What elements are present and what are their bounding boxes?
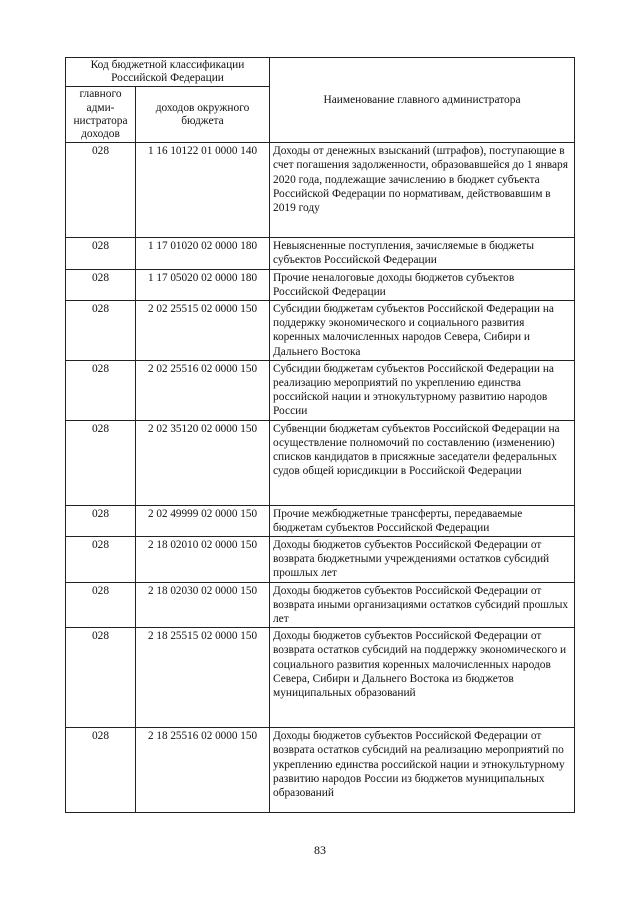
- administrator-name-cell: Прочие межбюджетные трансферты, передаваемые бюджетам субъектов Российской Федерации: [270, 505, 575, 536]
- table-row: [66, 301, 575, 361]
- revenue-code-cell: 2 02 25516 02 0000 150: [136, 360, 270, 420]
- admin-code-cell: 028: [66, 628, 136, 728]
- revenue-code-cell: 2 18 02010 02 0000 150: [136, 537, 270, 583]
- table-row: [66, 582, 575, 628]
- admin-code-cell: 028: [66, 360, 136, 420]
- administrator-name-cell: Доходы бюджетов субъектов Российской Федерации от возврата остатков субсидий на реализацию мероприятий по укреплению единства российской нации и этнокультурному развитию народов России из бюджетов муниципальных образований: [270, 728, 575, 813]
- table-row: [66, 360, 575, 420]
- table-row: [66, 143, 575, 238]
- administrator-name-cell: Доходы бюджетов субъектов Российской Федерации от возврата остатков субсидий на поддержку экономического и социального развития коренных малочисленных народов Севера, Сибири и Дальнего Востока из бюджетов муниципальных образований: [270, 628, 575, 728]
- admin-code-cell: 028: [66, 301, 136, 361]
- table-header: [66, 58, 575, 143]
- admin-code-cell: 028: [66, 728, 136, 813]
- revenue-code-cell: 2 02 49999 02 0000 150: [136, 505, 270, 536]
- admin-code-cell: 028: [66, 238, 136, 269]
- administrator-name-cell: Прочие неналоговые доходы бюджетов субъектов Российской Федерации: [270, 269, 575, 300]
- administrator-name-cell: Доходы от денежных взысканий (штрафов), поступающие в счет погашения задолженности, образовавшейся до 1 января 2020 года, подлежащие зачислению в бюджет субъекта Российской Федерации по нормативам, действовавшим в 2019 году: [270, 143, 575, 238]
- revenue-code-cell: 2 02 25515 02 0000 150: [136, 301, 270, 361]
- table-body: [66, 143, 575, 813]
- admin-code-cell: 028: [66, 537, 136, 583]
- administrator-name-cell: Субвенции бюджетам субъектов Российской Федерации на осуществление полномочий по составлению (изменению) списков кандидатов в присяжные заседатели федеральных судов общей юрисдикции в Российской Федерации: [270, 420, 575, 505]
- table-row: [66, 628, 575, 728]
- administrator-name-cell: Доходы бюджетов субъектов Российской Федерации от возврата бюджетными учреждениями остатков субсидий прошлых лет: [270, 537, 575, 583]
- page-number: 83: [314, 843, 326, 857]
- table-row: [66, 505, 575, 536]
- revenue-code-cell: 1 17 05020 02 0000 180: [136, 269, 270, 300]
- header-classification-code: Код бюджетной классификации Российской Федерации: [66, 58, 270, 87]
- revenue-code-cell: 2 18 25516 02 0000 150: [136, 728, 270, 813]
- admin-code-cell: 028: [66, 420, 136, 505]
- administrator-name-cell: Субсидии бюджетам субъектов Российской Федерации на поддержку экономического и социального развития коренных малочисленных народов Севера, Сибири и Дальнего Востока: [270, 301, 575, 361]
- header-main-administrator: главного адми-нистратора доходов: [66, 87, 136, 143]
- table-row: [66, 728, 575, 813]
- budget-classification-table: [65, 57, 575, 813]
- revenue-code-cell: 1 16 10122 01 0000 140: [136, 143, 270, 238]
- revenue-code-cell: 1 17 01020 02 0000 180: [136, 238, 270, 269]
- administrator-name-cell: Невыясненные поступления, зачисляемые в бюджеты субъектов Российской Федерации: [270, 238, 575, 269]
- revenue-code-cell: 2 18 02030 02 0000 150: [136, 582, 270, 628]
- revenue-code-cell: 2 02 35120 02 0000 150: [136, 420, 270, 505]
- admin-code-cell: 028: [66, 582, 136, 628]
- header-district-revenue: доходов окружного бюджета: [136, 87, 270, 143]
- header-administrator-name: Наименование главного администратора: [270, 58, 575, 143]
- admin-code-cell: 028: [66, 143, 136, 238]
- administrator-name-cell: Доходы бюджетов субъектов Российской Федерации от возврата иными организациями остатков субсидий прошлых лет: [270, 582, 575, 628]
- table-row: [66, 420, 575, 505]
- revenue-code-cell: 2 18 25515 02 0000 150: [136, 628, 270, 728]
- administrator-name-cell: Субсидии бюджетам субъектов Российской Федерации на реализацию мероприятий по укреплению единства российской нации и этнокультурному развитию народов России: [270, 360, 575, 420]
- table-row: [66, 238, 575, 269]
- table-row: [66, 537, 575, 583]
- admin-code-cell: 028: [66, 269, 136, 300]
- table-row: [66, 269, 575, 300]
- admin-code-cell: 028: [66, 505, 136, 536]
